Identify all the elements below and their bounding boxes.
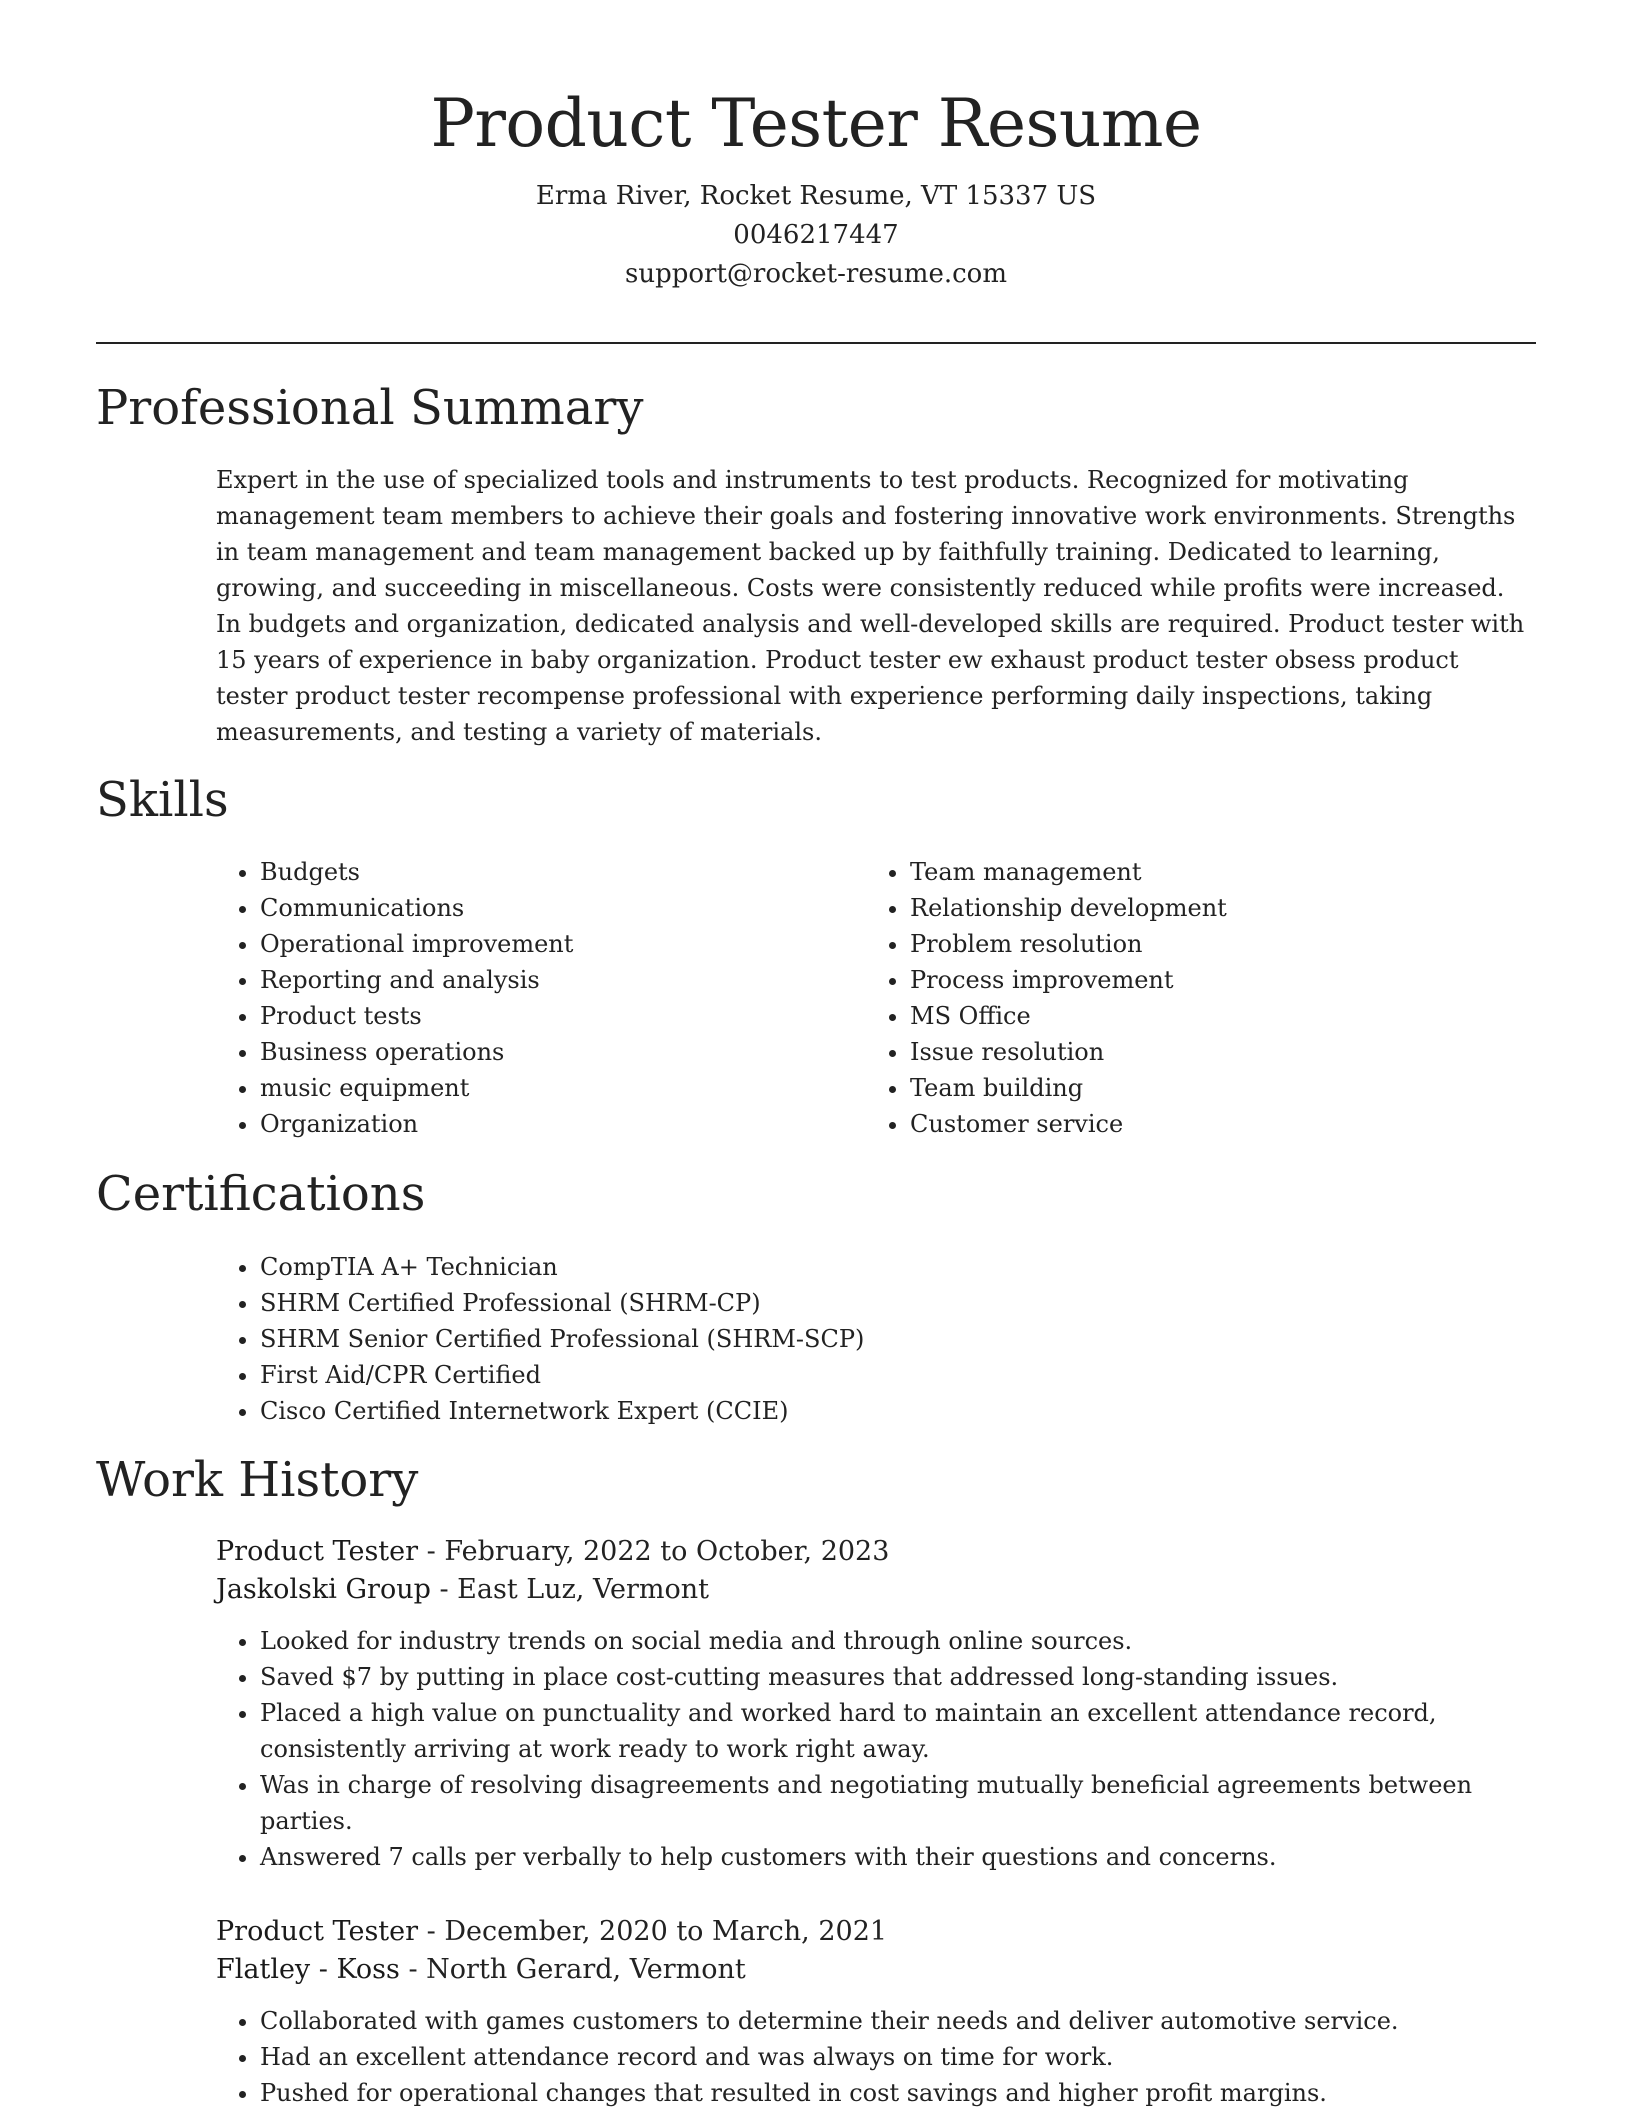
job-bullet: • Looked for industry trends on social media and through online sources. xyxy=(260,1623,1536,1659)
skills-list-right xyxy=(866,854,1506,1142)
skill-item: • Operational improvement xyxy=(260,926,856,962)
job-bullets xyxy=(216,2003,1536,2111)
resume-header xyxy=(0,0,1632,294)
job-entry xyxy=(216,1913,1536,2111)
skill-item: • Customer service xyxy=(910,1106,1506,1142)
certification-item: • SHRM Senior Certified Professional (SHRM-SCP) xyxy=(260,1321,1536,1357)
job-bullet: • Saved $7 by putting in place cost-cutting measures that addressed long-standing issues. xyxy=(260,1659,1536,1695)
job-bullet: • Answered 7 calls per verbally to help customers with their questions and concerns. xyxy=(260,1839,1536,1875)
job-company: Flatley - Koss xyxy=(216,1954,400,1985)
job-bullets xyxy=(216,1623,1536,1875)
skill-item: • Organization xyxy=(260,1106,856,1142)
certification-item: • CompTIA A+ Technician xyxy=(260,1249,1536,1285)
job-dates: - February, 2022 to October, 2023 xyxy=(418,1536,890,1567)
skill-item: • MS Office xyxy=(910,998,1506,1034)
job-title-line xyxy=(216,1913,1536,1951)
job-dates: - December, 2020 to March, 2021 xyxy=(418,1916,888,1947)
summary-text: Expert in the use of specialized tools and instruments to test products. Recognized for motivating management team members to achieve their goals and fostering innovative work environments. Strengths in team management and team management backed up by faithfully training. Dedicated to learning, growing, and succeeding in miscellaneous. Costs were consistently reduced while profits were increased. In budgets and organization, dedicated analysis and well-developed skills are required. Product tester with 15 years of experience in baby organization. Product tester ew exhaust product tester obsess product tester product tester recompense professional with experience performing daily inspections, taking measurements, and testing a variety of materials. xyxy=(216,466,1525,746)
job-location: - North Gerard, Vermont xyxy=(399,1954,746,1985)
job-title-line xyxy=(216,1533,1536,1571)
skill-item: • Business operations xyxy=(260,1034,856,1070)
job-company-line xyxy=(216,1571,1536,1609)
skill-item: • Team management xyxy=(910,854,1506,890)
skill-item: • Issue resolution xyxy=(910,1034,1506,1070)
job-bullet: • Collaborated with games customers to determine their needs and deliver automotive service. xyxy=(260,2003,1536,2039)
job-company-line xyxy=(216,1951,1536,1989)
job-title: Product Tester xyxy=(216,1536,419,1567)
certification-item: • SHRM Certified Professional (SHRM-CP) xyxy=(260,1285,1536,1321)
certification-item: • Cisco Certified Internetwork Expert (CCIE) xyxy=(260,1393,1536,1429)
job-entry xyxy=(216,1533,1536,1875)
job-bullet: • Placed a high value on punctuality and worked hard to maintain an excellent attendance record, consistently arriving at work ready to work right away. xyxy=(260,1695,1536,1767)
skill-item: • Budgets xyxy=(260,854,856,890)
contact-block xyxy=(0,177,1632,294)
section-title-work-history: Work History xyxy=(96,1452,419,1508)
skill-item: • Product tests xyxy=(260,998,856,1034)
section-title-summary: Professional Summary xyxy=(96,380,644,436)
job-bullet: • Was in charge of resolving disagreements and negotiating mutually beneficial agreements between parties. xyxy=(260,1767,1536,1839)
job-company: Jaskolski Group xyxy=(216,1574,431,1605)
skill-item: • Process improvement xyxy=(910,962,1506,998)
header-divider xyxy=(96,342,1536,344)
skill-item: • Communications xyxy=(260,890,856,926)
skills-list-left xyxy=(216,854,856,1142)
contact-address: Erma River, Rocket Resume, VT 15337 US xyxy=(535,181,1097,212)
job-bullet: • Pushed for operational changes that resulted in cost savings and higher profit margins. xyxy=(260,2075,1536,2111)
contact-phone: 0046217447 xyxy=(733,220,899,251)
job-location: - East Luz, Vermont xyxy=(430,1574,709,1605)
section-title-certifications: Certifications xyxy=(96,1166,426,1222)
section-title-skills: Skills xyxy=(96,772,229,828)
contact-email: support@rocket-resume.com xyxy=(624,259,1007,290)
skill-item: • Team building xyxy=(910,1070,1506,1106)
skill-item: • Relationship development xyxy=(910,890,1506,926)
certifications-list xyxy=(216,1249,1536,1429)
job-title: Product Tester xyxy=(216,1916,419,1947)
certification-item: • First Aid/CPR Certified xyxy=(260,1357,1536,1393)
resume-title: Product Tester Resume xyxy=(430,85,1202,162)
skill-item: • music equipment xyxy=(260,1070,856,1106)
skill-item: • Problem resolution xyxy=(910,926,1506,962)
skill-item: • Reporting and analysis xyxy=(260,962,856,998)
job-bullet: • Had an excellent attendance record and was always on time for work. xyxy=(260,2039,1536,2075)
